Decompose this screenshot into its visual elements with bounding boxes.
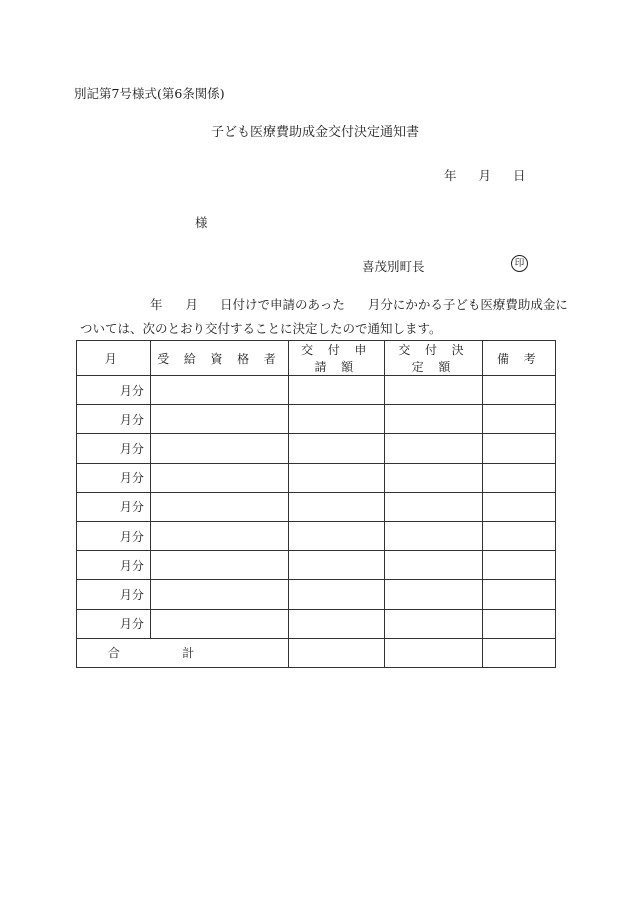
recipient-cell [150, 609, 288, 638]
month-cell: 月分 [77, 521, 151, 550]
document-title: 子ども医療費助成金交付決定通知書 [210, 125, 419, 140]
decided-amount-cell [385, 580, 483, 609]
remarks-cell [483, 492, 556, 521]
recipient-cell [150, 492, 288, 521]
total-label: 合計 [77, 638, 289, 667]
recipient-cell [150, 580, 288, 609]
recipient-cell [150, 434, 288, 463]
recipient-cell [150, 405, 288, 434]
requested-amount-cell [288, 609, 385, 638]
recipient-cell [150, 521, 288, 550]
header-month: 月 [77, 341, 151, 376]
requested-amount-cell [288, 463, 385, 492]
month-cell: 月分 [77, 551, 151, 580]
month-cell: 月分 [77, 609, 151, 638]
total-decided-cell [385, 638, 483, 667]
remarks-cell [483, 434, 556, 463]
body-text-line-1 [150, 295, 568, 313]
remarks-cell [483, 580, 556, 609]
table-row [77, 609, 556, 638]
date-line [444, 166, 526, 184]
month-cell: 月分 [77, 376, 151, 405]
date-month: 月 [478, 168, 492, 183]
requested-amount-cell [288, 434, 385, 463]
date-year: 年 [444, 168, 457, 183]
decided-amount-cell [385, 463, 483, 492]
header-decided-amount: 交 付 決 定 額 [385, 341, 483, 376]
table-row [77, 580, 556, 609]
table-row [77, 434, 556, 463]
form-number-label: 別記第7号様式(第6条関係) [74, 86, 225, 101]
month-cell: 月分 [77, 580, 151, 609]
header-requested-amount: 交 付 申 請 額 [288, 341, 385, 376]
body-text-line-2: ついては、次のとおり交付することに決定したので通知します。 [80, 321, 442, 336]
requested-amount-cell [288, 521, 385, 550]
table-row [77, 463, 556, 492]
body-date-phrase: 日付けで申請のあった [220, 297, 345, 312]
decided-amount-cell [385, 609, 483, 638]
remarks-cell [483, 376, 556, 405]
addressee-suffix: 様 [195, 215, 208, 230]
header-remarks: 備 考 [483, 341, 556, 376]
recipient-cell [150, 551, 288, 580]
body-subject-phrase: 月分にかかる子ども医療費助成金に [367, 297, 568, 312]
total-requested-cell [288, 638, 385, 667]
month-cell: 月分 [77, 434, 151, 463]
remarks-cell [483, 609, 556, 638]
seal-mark: 印 [511, 255, 528, 272]
date-day: 日 [513, 168, 526, 183]
recipient-cell [150, 376, 288, 405]
header-recipient: 受 給 資 格 者 [150, 341, 288, 376]
decided-amount-cell [385, 521, 483, 550]
decided-amount-cell [385, 551, 483, 580]
month-cell: 月分 [77, 492, 151, 521]
month-cell: 月分 [77, 463, 151, 492]
total-row [77, 638, 556, 667]
month-cell: 月分 [77, 405, 151, 434]
requested-amount-cell [288, 551, 385, 580]
table-row [77, 492, 556, 521]
table-row [77, 551, 556, 580]
table-row [77, 376, 556, 405]
requested-amount-cell [288, 405, 385, 434]
remarks-cell [483, 463, 556, 492]
decided-amount-cell [385, 434, 483, 463]
subsidy-table [76, 340, 556, 668]
remarks-cell [483, 521, 556, 550]
remarks-cell [483, 551, 556, 580]
table-row [77, 405, 556, 434]
table-header-row [77, 341, 556, 376]
recipient-cell [150, 463, 288, 492]
issuer-name: 喜茂別町長 [362, 259, 425, 274]
decided-amount-cell [385, 405, 483, 434]
requested-amount-cell [288, 580, 385, 609]
decided-amount-cell [385, 492, 483, 521]
remarks-cell [483, 405, 556, 434]
total-remarks-cell [483, 638, 556, 667]
requested-amount-cell [288, 376, 385, 405]
body-month: 月 [185, 297, 199, 312]
requested-amount-cell [288, 492, 385, 521]
body-year: 年 [150, 297, 163, 312]
table-row [77, 521, 556, 550]
decided-amount-cell [385, 376, 483, 405]
